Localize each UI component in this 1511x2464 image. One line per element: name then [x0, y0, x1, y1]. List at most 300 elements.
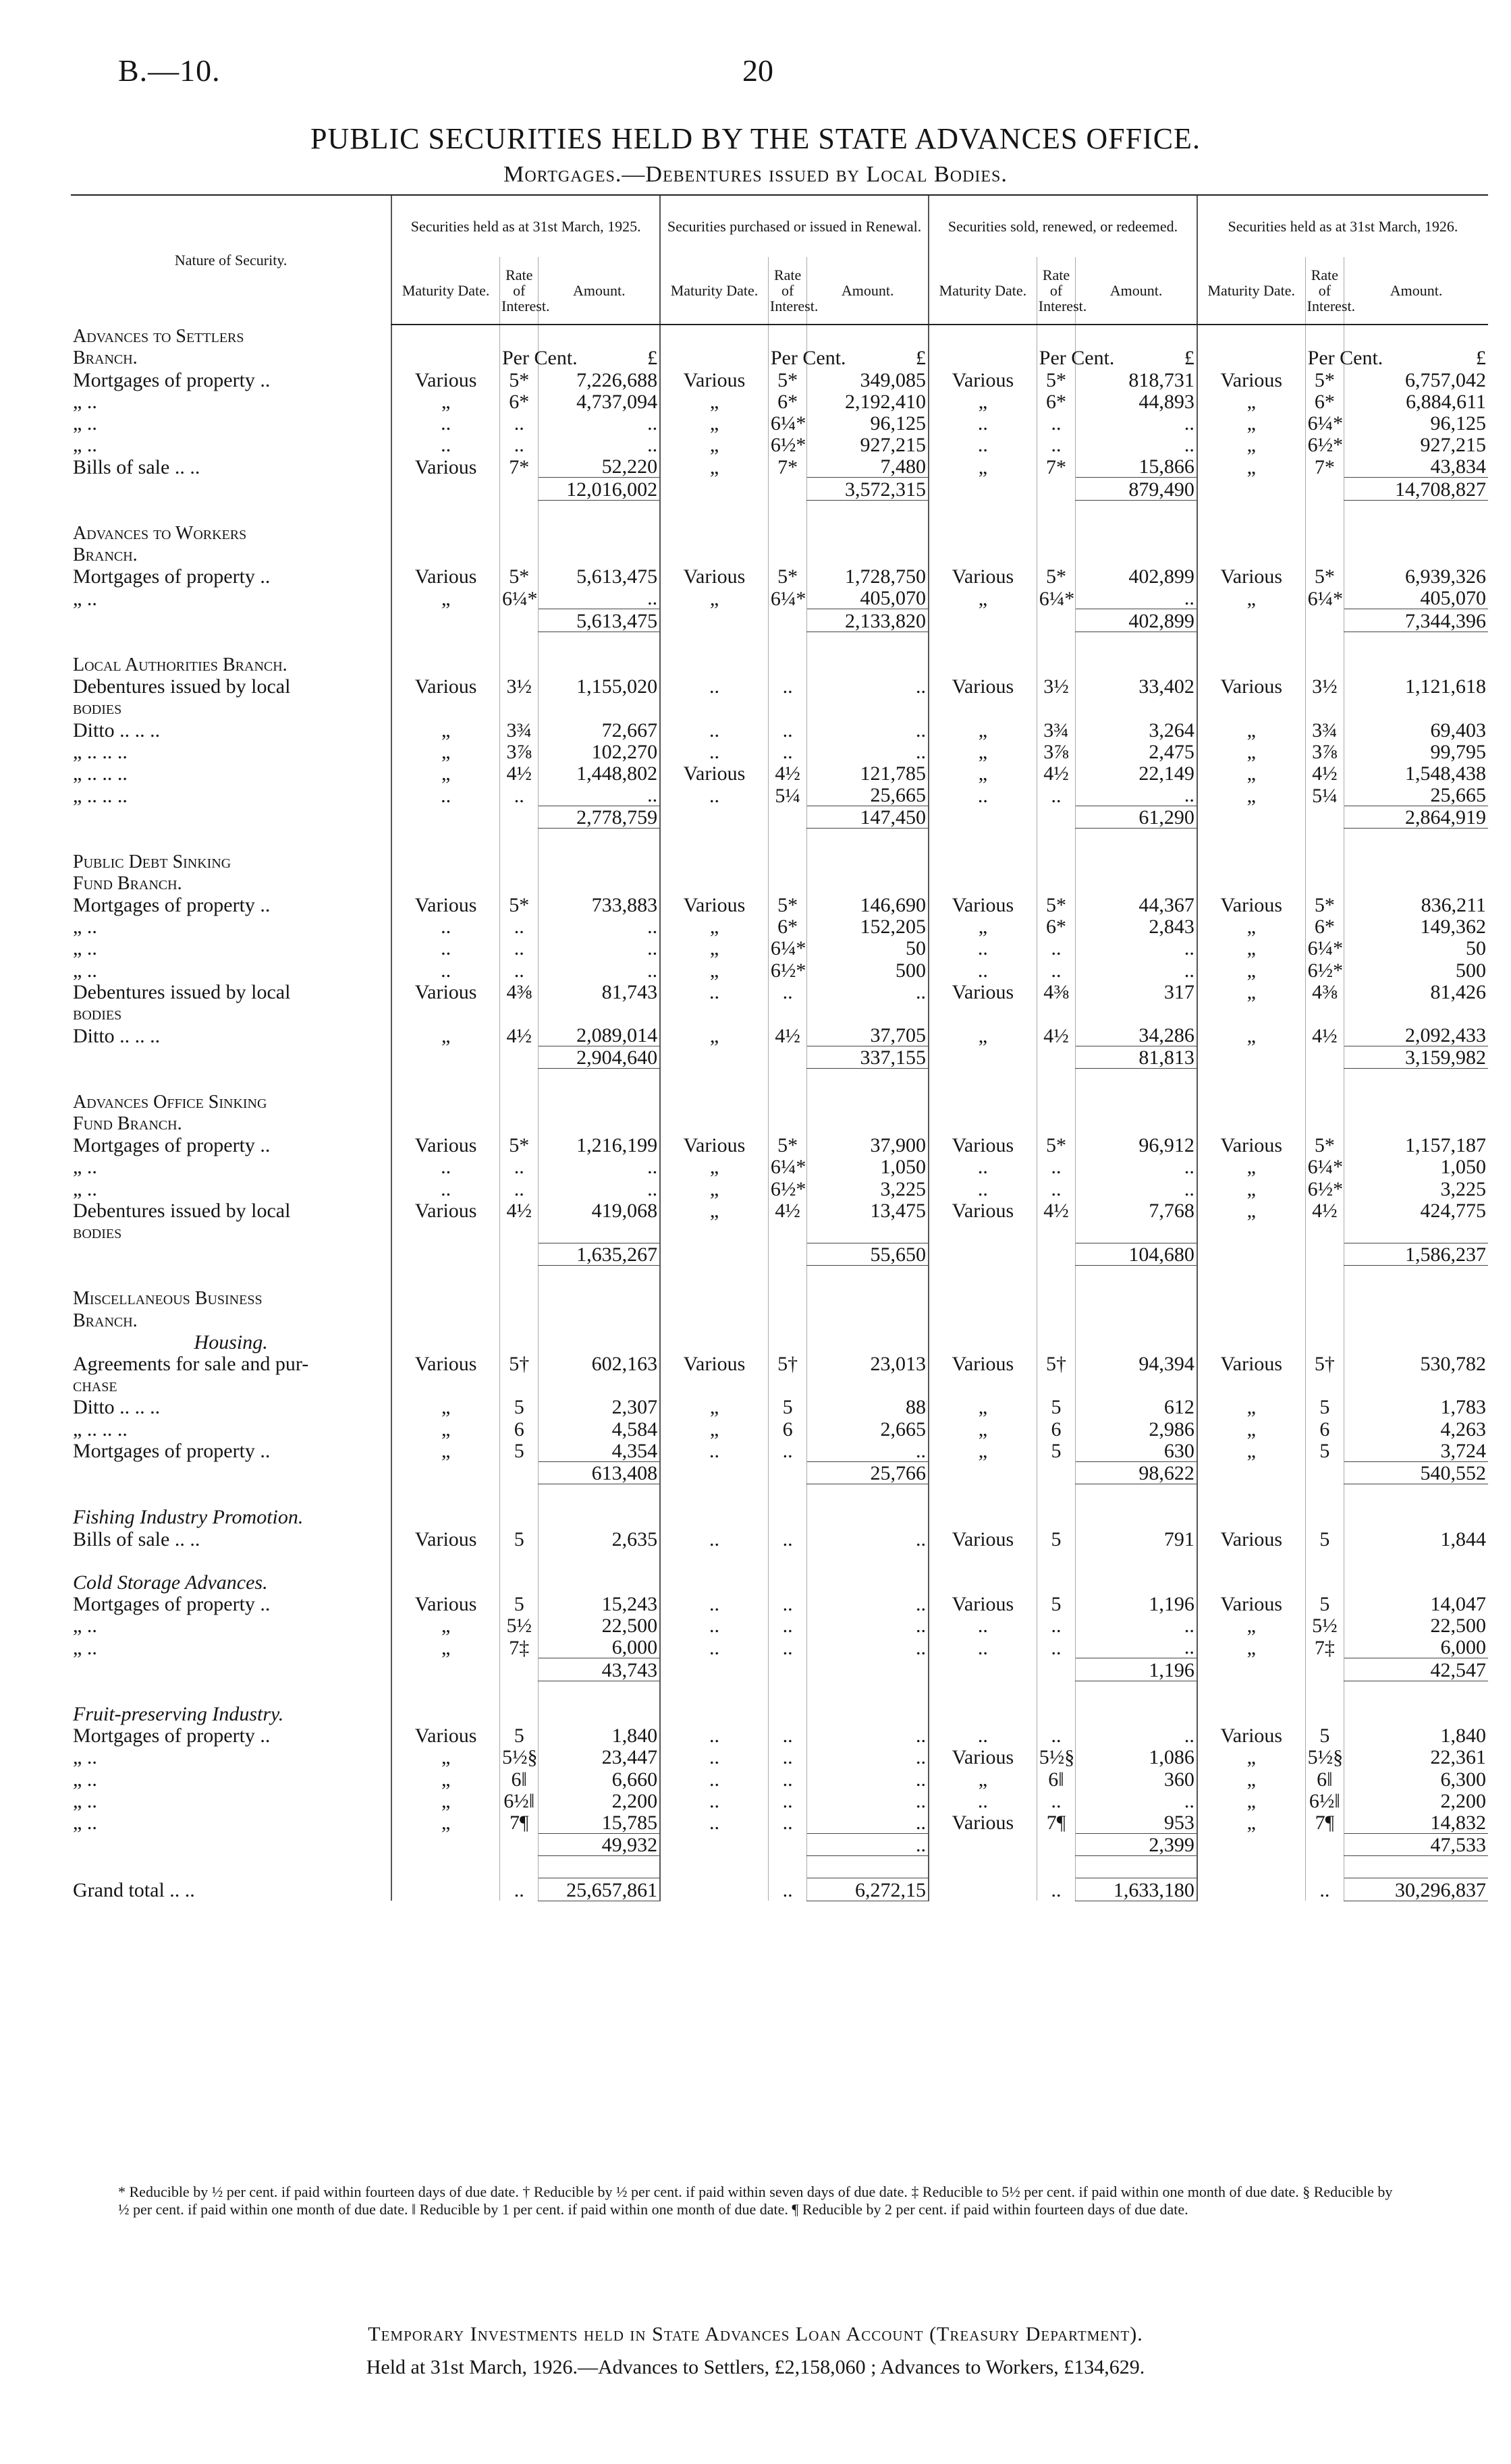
empty-cell [539, 851, 660, 872]
maturity-date-cell [929, 1374, 1037, 1396]
empty-cell [929, 500, 1037, 522]
rate-cell: 6‖ [1305, 1768, 1344, 1789]
rate-cell: 5¼ [1305, 784, 1344, 806]
table-row [71, 1309, 1488, 1331]
maturity-date-cell: .. [660, 981, 768, 1003]
table-row [71, 1703, 1488, 1725]
maturity-date-cell: .. [660, 1790, 768, 1812]
maturity-date-cell: „ [1197, 1440, 1305, 1462]
amount-header: Amount. [807, 257, 929, 325]
empty-cell [1037, 1484, 1075, 1506]
amount-cell: 1,050 [807, 1156, 929, 1177]
rate-cell [768, 1374, 806, 1396]
rate-cell: 5† [500, 1353, 539, 1374]
maturity-date-cell: Various [391, 675, 499, 697]
empty-cell [1305, 1658, 1344, 1681]
empty-cell [1037, 654, 1075, 675]
amount-cell: .. [807, 1440, 929, 1462]
empty-cell [768, 1484, 806, 1506]
table-row [71, 1768, 1488, 1789]
amount-header: Amount. [1076, 257, 1197, 325]
amount-cell: 7,226,688 [539, 368, 660, 390]
empty-cell [500, 1091, 539, 1113]
subtotal-cell: 104,680 [1076, 1243, 1197, 1265]
empty-cell [768, 806, 806, 829]
rate-cell: 5¼ [768, 784, 806, 806]
rate-cell: 5½§ [1037, 1746, 1075, 1768]
amount-cell: 81,743 [539, 981, 660, 1003]
amount-cell: 121,785 [807, 762, 929, 784]
rate-cell: .. [768, 1812, 806, 1834]
subtotal-cell: 61,290 [1076, 806, 1197, 829]
empty-cell [807, 1266, 929, 1288]
empty-cell [1037, 851, 1075, 872]
empty-cell [1076, 632, 1197, 654]
amount-cell [807, 1374, 929, 1396]
section-heading: Fishing Industry Promotion. [73, 1506, 304, 1529]
amount-cell: 102,270 [539, 741, 660, 762]
empty-cell [807, 1069, 929, 1091]
rate-cell: 7* [500, 455, 539, 478]
table-row [71, 522, 1488, 544]
empty-cell [391, 1571, 499, 1593]
rate-cell: 5 [500, 1725, 539, 1746]
maturity-date-cell: Various [660, 894, 768, 916]
table-row [71, 368, 1488, 390]
row-label: „ .. [73, 1746, 97, 1769]
empty-cell [1197, 522, 1305, 544]
page-title: PUBLIC SECURITIES HELD BY THE STATE ADVANCES OFFICE. [310, 122, 1201, 155]
amount-cell: 23,013 [807, 1353, 929, 1374]
empty-cell [500, 1833, 539, 1855]
amount-cell: 1,050 [1344, 1156, 1488, 1177]
maturity-date-cell: Various [660, 762, 768, 784]
empty-cell [539, 544, 660, 565]
amount-cell: 7,480 [807, 455, 929, 478]
amount-cell [807, 1003, 929, 1024]
empty-cell [391, 1113, 499, 1134]
amount-cell: 791 [1076, 1528, 1197, 1549]
empty-cell [660, 325, 768, 347]
empty-cell [929, 1309, 1037, 1331]
rate-cell: 7¶ [1037, 1812, 1075, 1834]
empty-cell [1305, 1571, 1344, 1593]
amount-cell: 3,225 [1344, 1177, 1488, 1199]
row-label: Mortgages of property .. [73, 894, 271, 917]
maturity-date-cell: „ [1197, 937, 1305, 959]
rate-cell: 6½‖ [1305, 1790, 1344, 1812]
subtotal-cell: 1,196 [1076, 1658, 1197, 1681]
rate-cell: 5 [1305, 1593, 1344, 1615]
rate-cell: .. [1037, 1725, 1075, 1746]
rate-cell: 5 [1305, 1528, 1344, 1549]
empty-cell [1305, 1046, 1344, 1069]
empty-cell [660, 1658, 768, 1681]
empty-cell [1197, 1658, 1305, 1681]
empty-cell [391, 632, 499, 654]
empty-cell [1037, 325, 1075, 347]
subtotal-cell: 2,864,919 [1344, 806, 1488, 829]
empty-cell [1305, 609, 1344, 632]
empty-cell [391, 1506, 499, 1528]
amount-cell: 3,264 [1076, 719, 1197, 740]
rate-cell: 5 [500, 1396, 539, 1418]
empty-cell [768, 851, 806, 872]
amount-cell: 15,785 [539, 1812, 660, 1834]
rate-cell: .. [768, 675, 806, 697]
empty-cell [500, 806, 539, 829]
amount-cell: 37,705 [807, 1024, 929, 1046]
amount-cell: 50 [1344, 937, 1488, 959]
empty-cell [1037, 1703, 1075, 1725]
maturity-date-cell: „ [391, 1746, 499, 1768]
rate-cell: .. [500, 434, 539, 455]
empty-cell [1305, 1484, 1344, 1506]
amount-cell: 1,216,199 [539, 1134, 660, 1156]
rate-cell: 5† [768, 1353, 806, 1374]
empty-cell [660, 1484, 768, 1506]
maturity-date-cell: „ [1197, 784, 1305, 806]
empty-cell [391, 1703, 499, 1725]
subtotal-cell: 5,613,475 [539, 609, 660, 632]
empty-cell [391, 654, 499, 675]
empty-cell [539, 632, 660, 654]
empty-cell [660, 1878, 768, 1901]
maturity-date-cell: Various [1197, 368, 1305, 390]
section-heading: Housing. [194, 1331, 268, 1353]
empty-cell [660, 1506, 768, 1528]
empty-cell [1076, 1506, 1197, 1528]
rate-cell: 6½* [768, 1177, 806, 1199]
subtotal-cell: 2,133,820 [807, 609, 929, 632]
amount-cell: 14,832 [1344, 1812, 1488, 1834]
empty-cell [929, 1550, 1037, 1571]
table-row [71, 565, 1488, 587]
maturity-date-cell: Various [391, 1134, 499, 1156]
amount-cell [1344, 697, 1488, 719]
empty-cell [768, 325, 806, 347]
subtotal-cell: 613,408 [539, 1461, 660, 1484]
amount-cell: 2,843 [1076, 916, 1197, 937]
rate-cell: .. [768, 1593, 806, 1615]
amount-cell: .. [1076, 1790, 1197, 1812]
empty-cell [1344, 1309, 1488, 1331]
maturity-date-cell: „ [1197, 1418, 1305, 1439]
empty-cell [500, 500, 539, 522]
rate-cell: 5 [1305, 1440, 1344, 1462]
rate-cell: 5* [500, 1134, 539, 1156]
amount-cell: .. [539, 959, 660, 980]
row-label: „ .. [73, 1636, 97, 1659]
empty-cell [539, 1309, 660, 1331]
rate-cell: 4½ [1305, 1200, 1344, 1221]
maturity-date-cell: .. [929, 1790, 1037, 1812]
maturity-date-cell [929, 1003, 1037, 1024]
blank-row [71, 1681, 391, 1703]
empty-cell [1197, 806, 1305, 829]
empty-cell [929, 1506, 1037, 1528]
row-label: „ .. .. .. [73, 762, 128, 785]
row-label: „ .. [73, 1812, 97, 1835]
amount-cell: .. [807, 675, 929, 697]
amount-cell [1076, 1003, 1197, 1024]
table-row [71, 1243, 1488, 1265]
amount-cell: 1,157,187 [1344, 1134, 1488, 1156]
empty-cell [929, 806, 1037, 829]
grand-total-filler: .. [500, 1878, 539, 1901]
maturity-date-cell [391, 697, 499, 719]
empty-cell [1076, 1266, 1197, 1288]
empty-cell [391, 1309, 499, 1331]
empty-cell [807, 1506, 929, 1528]
empty-cell [1344, 654, 1488, 675]
amount-cell: .. [807, 981, 929, 1003]
maturity-date-cell: „ [1197, 1177, 1305, 1199]
empty-cell [807, 1681, 929, 1703]
rate-cell: 5½ [500, 1615, 539, 1636]
rate-cell: 3½ [1037, 675, 1075, 697]
maturity-date-cell: „ [929, 1396, 1037, 1418]
amount-cell: 22,500 [1344, 1615, 1488, 1636]
subtotal-cell: .. [807, 1833, 929, 1855]
empty-cell [660, 609, 768, 632]
rate-cell [1037, 697, 1075, 719]
amount-cell: .. [539, 1156, 660, 1177]
empty-cell [768, 1571, 806, 1593]
maturity-date-cell: Various [929, 894, 1037, 916]
maturity-date-cell: .. [929, 1156, 1037, 1177]
maturity-date-header: Maturity Date. [660, 257, 768, 325]
table-row [71, 1287, 1488, 1309]
maturity-date-cell: Various [660, 565, 768, 587]
rate-cell: 7‡ [1305, 1636, 1344, 1658]
empty-cell [1344, 1484, 1488, 1506]
empty-cell [391, 806, 499, 829]
rate-cell: .. [1037, 434, 1075, 455]
maturity-date-cell: „ [1197, 391, 1305, 412]
empty-cell [1197, 1091, 1305, 1113]
empty-cell [500, 1243, 539, 1265]
maturity-date-cell: „ [1197, 916, 1305, 937]
empty-cell [929, 1243, 1037, 1265]
rate-cell: 6* [1305, 916, 1344, 937]
rate-cell: .. [768, 1725, 806, 1746]
amount-cell: .. [1076, 1725, 1197, 1746]
table-row [71, 1091, 1488, 1113]
amount-cell: .. [807, 1593, 929, 1615]
amount-cell: 419,068 [539, 1200, 660, 1221]
empty-cell [1305, 1856, 1344, 1878]
empty-cell [768, 1833, 806, 1855]
empty-cell [1037, 500, 1075, 522]
rate-cell [1037, 1003, 1075, 1024]
empty-cell [1197, 1833, 1305, 1855]
rate-cell: Per Cent. [1037, 347, 1075, 368]
empty-cell [929, 609, 1037, 632]
empty-cell [1344, 1091, 1488, 1113]
table-row [71, 1812, 1488, 1834]
maturity-date-cell: Various [391, 368, 499, 390]
rate-cell: 6‖ [500, 1768, 539, 1789]
maturity-date-cell: „ [1197, 1768, 1305, 1789]
section-heading: Branch. [73, 544, 138, 566]
empty-cell [660, 1856, 768, 1878]
rate-cell: 6 [1305, 1418, 1344, 1439]
amount-cell: 99,795 [1344, 741, 1488, 762]
empty-cell [1305, 478, 1344, 500]
empty-cell [660, 1046, 768, 1069]
rate-cell: 3¾ [500, 719, 539, 740]
amount-cell: 2,986 [1076, 1418, 1197, 1439]
empty-cell [660, 806, 768, 829]
grand-total-label: Grand total .. .. [73, 1879, 195, 1901]
rate-cell: 5* [768, 565, 806, 587]
amount-cell: 405,070 [1344, 587, 1488, 609]
amount-cell: 25,665 [807, 784, 929, 806]
empty-cell [391, 1069, 499, 1091]
amount-cell: 1,844 [1344, 1528, 1488, 1549]
empty-cell [929, 1113, 1037, 1134]
empty-cell [660, 851, 768, 872]
table-row [71, 719, 1488, 740]
rate-cell: Per Cent. [500, 347, 539, 368]
empty-cell [500, 522, 539, 544]
empty-cell [768, 544, 806, 565]
maturity-date-cell: „ [391, 1615, 499, 1636]
empty-cell [500, 1703, 539, 1725]
blank-row [71, 500, 391, 522]
row-label: Bills of sale .. .. [73, 1528, 200, 1550]
rate-cell: 5* [500, 565, 539, 587]
section-heading: Fund Branch. [73, 1113, 182, 1134]
empty-cell [1305, 1461, 1344, 1484]
empty-cell [1076, 325, 1197, 347]
empty-cell [1076, 829, 1197, 851]
row-label: „ .. [73, 916, 97, 939]
rate-cell: 4⅜ [500, 981, 539, 1003]
rate-cell: .. [768, 1636, 806, 1658]
empty-cell [807, 632, 929, 654]
amount-cell: 4,263 [1344, 1418, 1488, 1439]
empty-cell [1076, 1550, 1197, 1571]
maturity-date-cell: .. [391, 916, 499, 937]
empty-cell [1305, 829, 1344, 851]
amount-cell [539, 1374, 660, 1396]
empty-cell [500, 1658, 539, 1681]
subtotal-cell: 337,155 [807, 1046, 929, 1069]
rate-cell: .. [1037, 959, 1075, 980]
rate-cell: 6¼* [1305, 1156, 1344, 1177]
empty-cell [1305, 1506, 1344, 1528]
subtotal-cell: 55,650 [807, 1243, 929, 1265]
blank-row [71, 829, 391, 851]
rate-cell: 7¶ [1305, 1812, 1344, 1834]
blank-row [71, 1484, 391, 1506]
row-label: „ .. [73, 1177, 97, 1200]
empty-cell [1037, 1243, 1075, 1265]
rate-cell: .. [500, 937, 539, 959]
table-row [71, 1440, 1488, 1462]
amount-cell: 1,196 [1076, 1593, 1197, 1615]
empty-cell [1076, 1331, 1197, 1353]
row-label: Ditto .. .. .. [73, 1396, 161, 1419]
empty-cell [1197, 325, 1305, 347]
rate-cell: 3½ [500, 675, 539, 697]
empty-cell [929, 1856, 1037, 1878]
empty-cell [1344, 1069, 1488, 1091]
empty-cell [1076, 500, 1197, 522]
maturity-date-cell: „ [929, 1440, 1037, 1462]
empty-cell [1305, 325, 1344, 347]
empty-cell [1197, 851, 1305, 872]
empty-cell [660, 829, 768, 851]
maturity-date-cell: „ [929, 719, 1037, 740]
rate-cell [768, 1003, 806, 1024]
section-heading: Public Debt Sinking [73, 851, 231, 872]
amount-cell: 88 [807, 1396, 929, 1418]
rate-cell: Per Cent. [1305, 347, 1344, 368]
empty-cell [929, 1287, 1037, 1309]
empty-cell [539, 872, 660, 894]
rate-cell: 4½ [500, 1200, 539, 1221]
amount-cell: 6,000 [1344, 1636, 1488, 1658]
row-label [71, 609, 391, 632]
empty-cell [391, 1484, 499, 1506]
maturity-date-cell: „ [391, 1418, 499, 1439]
empty-cell [1037, 1309, 1075, 1331]
maturity-date-cell: Various [391, 1353, 499, 1374]
amount-cell: .. [807, 1768, 929, 1789]
empty-cell [768, 1243, 806, 1265]
empty-cell [1305, 1703, 1344, 1725]
amount-cell: 530,782 [1344, 1353, 1488, 1374]
amount-cell: .. [1076, 1615, 1197, 1636]
maturity-date-cell: .. [929, 1615, 1037, 1636]
empty-cell [1076, 522, 1197, 544]
empty-cell [1344, 1506, 1488, 1528]
maturity-date-cell: „ [1197, 1024, 1305, 1046]
rate-cell: 5* [1305, 565, 1344, 587]
empty-cell [768, 1550, 806, 1571]
table-row [71, 1069, 1488, 1091]
maturity-date-cell: .. [929, 784, 1037, 806]
rate-cell: .. [500, 1177, 539, 1199]
row-label: „ .. [73, 1789, 97, 1812]
empty-cell [1305, 500, 1344, 522]
empty-cell [1037, 1658, 1075, 1681]
empty-cell [1076, 654, 1197, 675]
maturity-date-cell: Various [929, 1746, 1037, 1768]
empty-cell [660, 500, 768, 522]
report-code: B.—10. [118, 53, 221, 88]
empty-cell [768, 1091, 806, 1113]
empty-cell [1344, 500, 1488, 522]
amount-cell: £ [807, 347, 929, 368]
rate-cell: 7‡ [500, 1636, 539, 1658]
amount-cell: 13,475 [807, 1200, 929, 1221]
rate-cell: 6¼* [768, 412, 806, 434]
table-row [71, 325, 1488, 347]
empty-cell [768, 1681, 806, 1703]
empty-cell [500, 1113, 539, 1134]
maturity-date-cell: Various [929, 1134, 1037, 1156]
maturity-date-cell: Various [929, 1528, 1037, 1549]
empty-cell [768, 829, 806, 851]
maturity-date-cell [391, 347, 499, 368]
table-row [71, 1725, 1488, 1746]
empty-cell [391, 1856, 499, 1878]
grand-total-amount: 30,296,837 [1344, 1878, 1488, 1901]
